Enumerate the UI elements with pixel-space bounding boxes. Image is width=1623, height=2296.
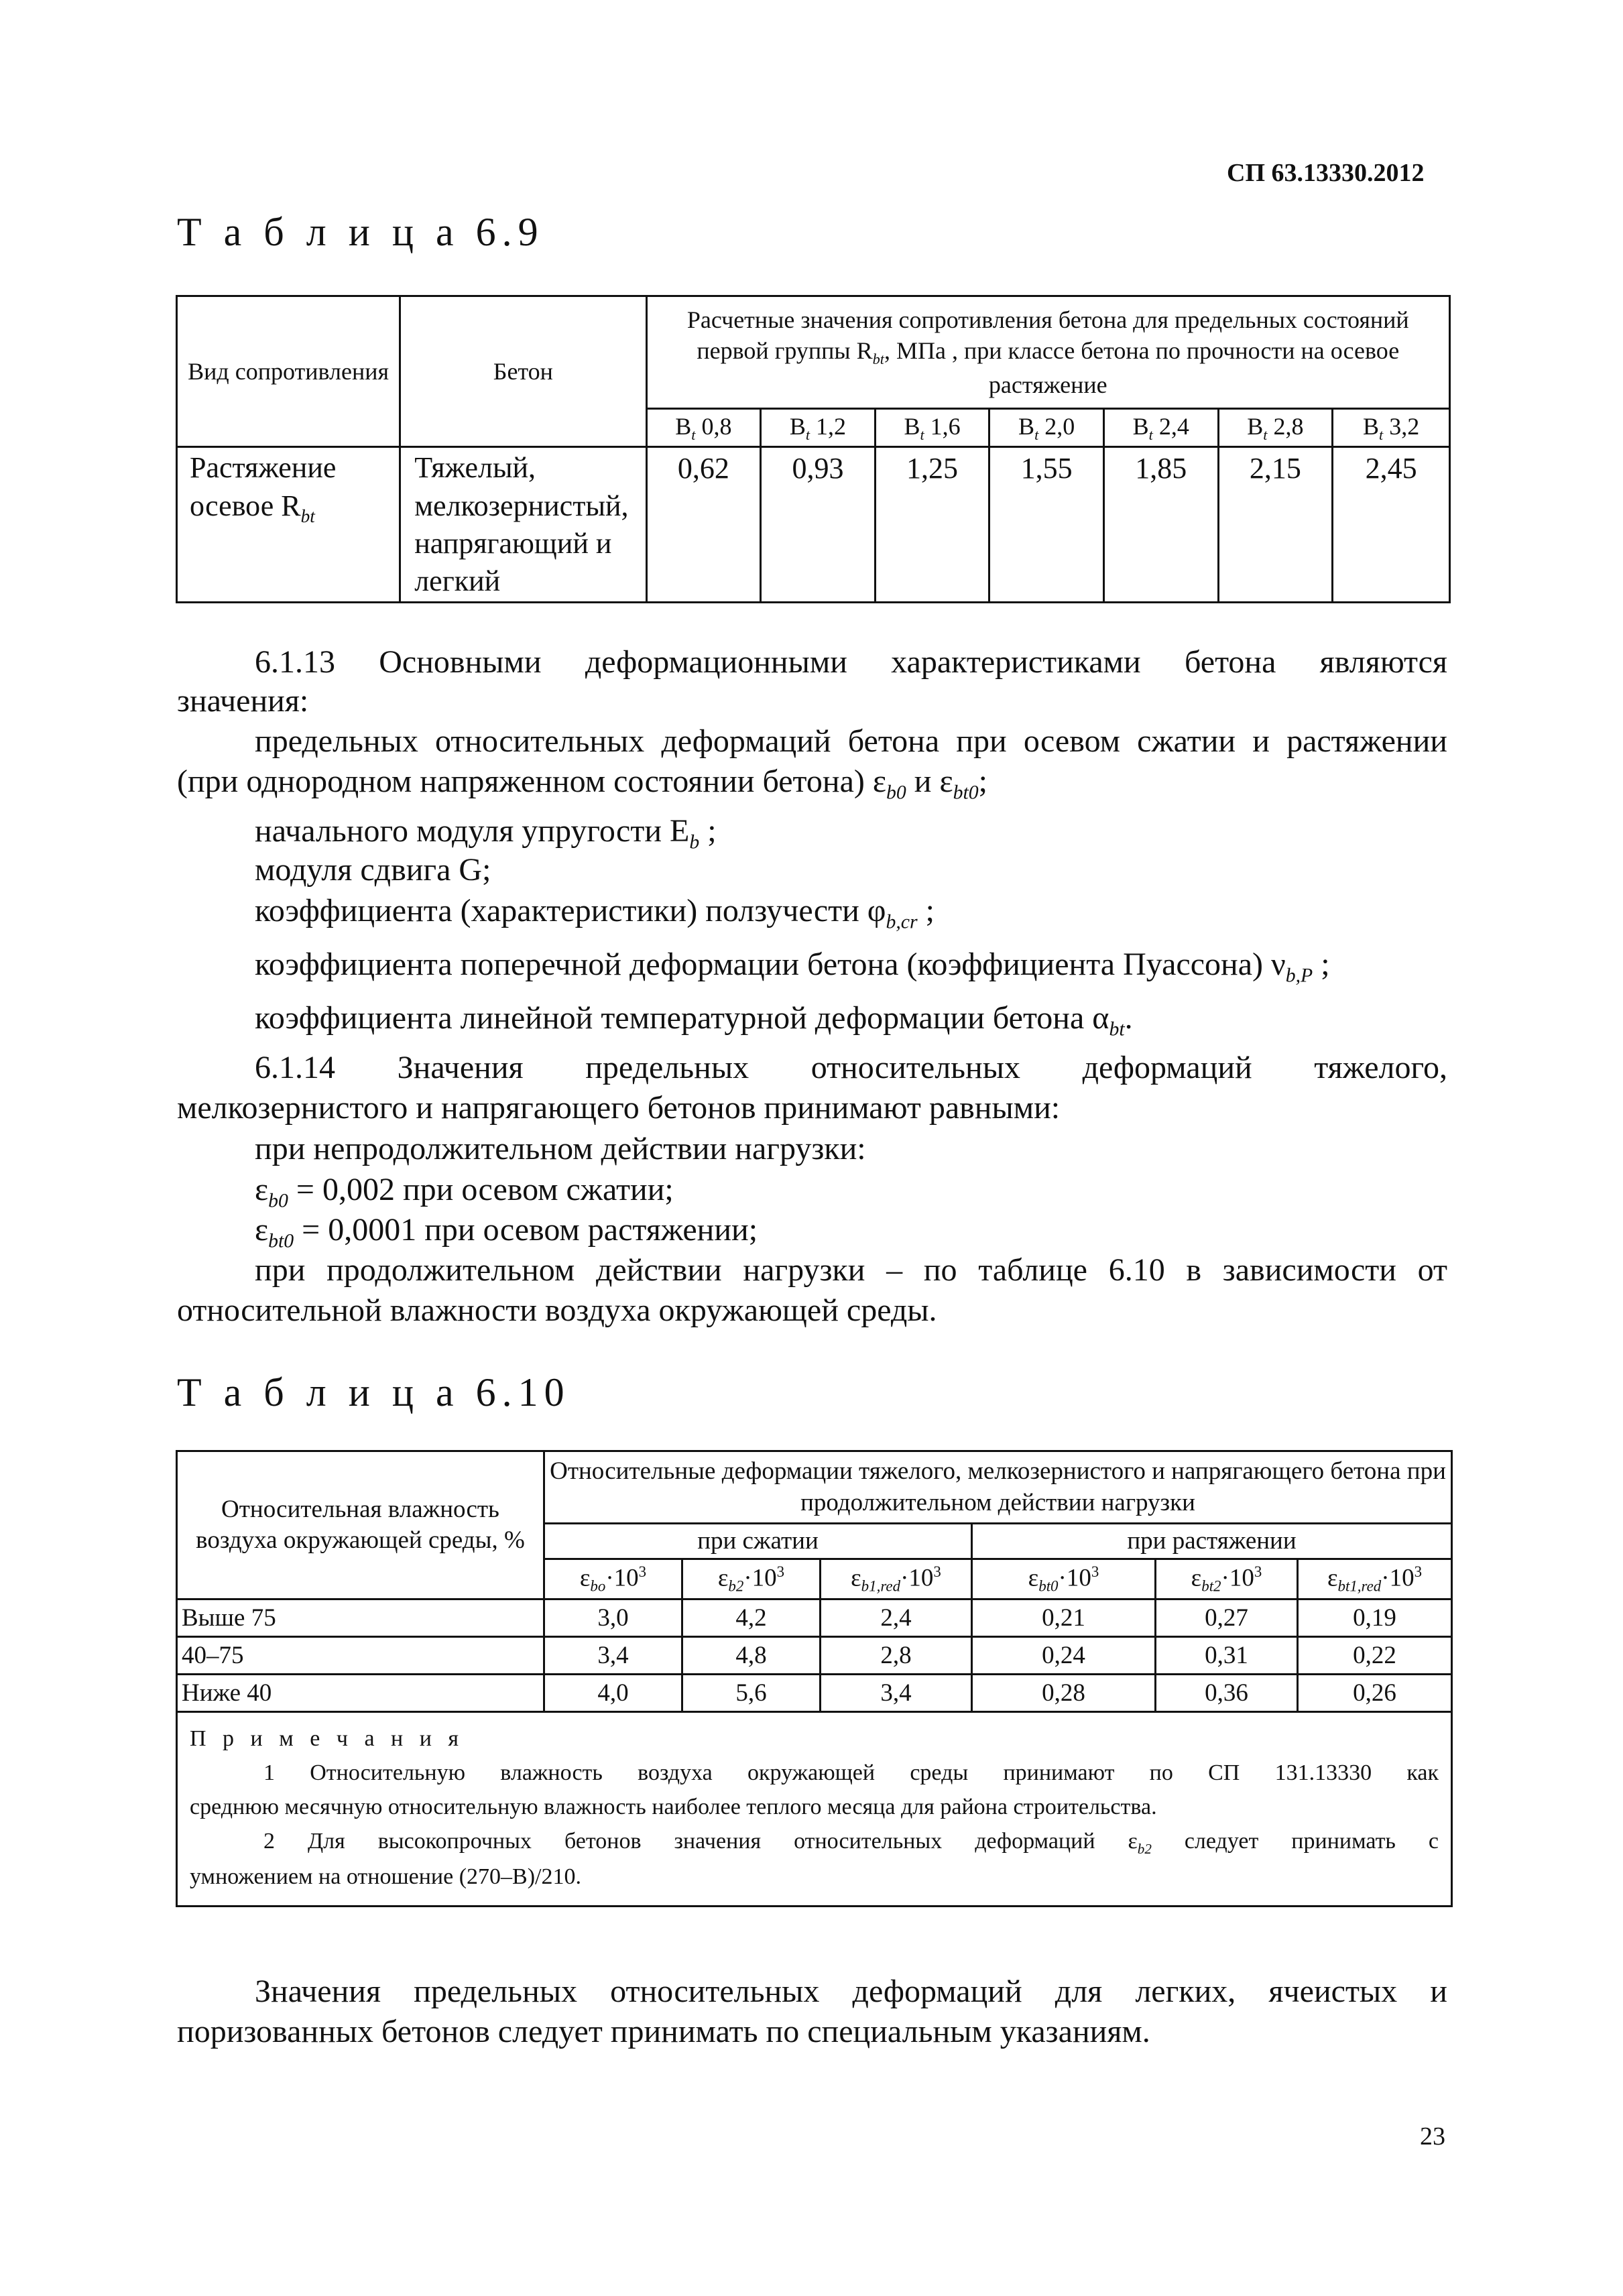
value-cell: 0,93 bbox=[761, 447, 876, 603]
class-header: $B_t$ 2,8 bbox=[1218, 409, 1333, 447]
value-cell: 0,21 bbox=[972, 1599, 1156, 1637]
row-label: Выше 75 bbox=[177, 1599, 544, 1637]
notes-title: П р и м е ч а н и я bbox=[190, 1726, 465, 1752]
col-header-eps-b2: $\varepsilon_{b2}\cdot 10^3$ bbox=[682, 1559, 821, 1599]
list-item: коэффициента (характеристики) ползучести $\varphi_{b,cr}$ ; bbox=[255, 893, 935, 933]
header-deformations: Относительные деформации тяжелого, мелкозернистого и напрягающего бетона при продолжительном действии нагрузки bbox=[544, 1451, 1452, 1524]
value-cell: 3,0 bbox=[544, 1599, 682, 1637]
class-header: $B_t$ 2,0 bbox=[989, 409, 1104, 447]
value-cell: 4,2 bbox=[682, 1599, 821, 1637]
value-cell: 2,45 bbox=[1333, 447, 1450, 603]
list-item: модуля сдвига G; bbox=[255, 852, 491, 888]
value-cell: 1,85 bbox=[1103, 447, 1218, 603]
class-header: $B_t$ 3,2 bbox=[1333, 409, 1450, 447]
list-item: коэффициента линейной температурной деформации бетона $\alpha_{bt}$. bbox=[255, 1000, 1133, 1040]
col-header-eps-b0: $\varepsilon_{bo}\cdot 10^3$ bbox=[544, 1559, 682, 1599]
final-paragraph: Значения предельных относительных деформаций для легких, ячеистых и bbox=[255, 1974, 1447, 2009]
header-humidity: Относительная влажность воздуха окружающей среды, % bbox=[177, 1451, 544, 1599]
value-cell: 2,4 bbox=[821, 1599, 972, 1637]
class-header: $B_t$ 1,2 bbox=[761, 409, 876, 447]
note-2: 2 Для высокопрочных бетонов значения относительных деформаций $\varepsilon_{b2}$ следует принимать с bbox=[263, 1829, 1439, 1857]
row-label: Ниже 40 bbox=[177, 1675, 544, 1712]
final-paragraph-cont: поризованных бетонов следует принимать по специальным указаниям. bbox=[177, 2014, 1150, 2049]
paragraph-6-1-13: 6.1.13 Основными деформационными характеристиками бетона являются bbox=[255, 644, 1447, 680]
paragraph-line: при непродолжительном действии нагрузки: bbox=[255, 1131, 866, 1166]
header-compression: при сжатии bbox=[544, 1524, 972, 1559]
value-cell: 0,24 bbox=[972, 1637, 1156, 1675]
paragraph-line: предельных относительных деформаций бетона при осевом сжатии и растяжении bbox=[255, 723, 1447, 759]
value-cell: 4,0 bbox=[544, 1675, 682, 1712]
table-6-9-caption: Т а б л и ц а 6.9 bbox=[177, 210, 544, 254]
paragraph-line: (при однородном напряженном состоянии бетона) $\varepsilon_{b0}$ и $\varepsilon_{bt0}$; bbox=[177, 764, 987, 804]
table-notes bbox=[177, 1712, 1452, 1907]
paragraph-6-1-14: 6.1.14 Значения предельных относительных деформаций тяжелого, bbox=[255, 1050, 1447, 1085]
header-vid: Вид сопротивления bbox=[177, 296, 400, 447]
formula-line: $\varepsilon_{bt0} = 0,0001$ при осевом растяжении; bbox=[255, 1212, 758, 1252]
value-cell: 3,4 bbox=[544, 1637, 682, 1675]
value-cell: 0,31 bbox=[1156, 1637, 1298, 1675]
value-cell: 2,15 bbox=[1218, 447, 1333, 603]
document-code: СП 63.13330.2012 bbox=[1227, 159, 1425, 187]
value-cell: 0,62 bbox=[646, 447, 761, 603]
value-cell: 4,8 bbox=[682, 1637, 821, 1675]
value-cell: 1,25 bbox=[875, 447, 989, 603]
note-2-cont: умножением на отношение (270–В)/210. bbox=[190, 1864, 581, 1890]
paragraph-line: относительной влажности воздуха окружающей среды. bbox=[177, 1292, 937, 1328]
value-cell: 0,36 bbox=[1156, 1675, 1298, 1712]
header-tension: при растяжении bbox=[972, 1524, 1452, 1559]
col-header-eps-bt0: $\varepsilon_{bt0}\cdot 10^3$ bbox=[972, 1559, 1156, 1599]
note-1-cont: среднюю месячную относительную влажность наиболее теплого месяца для района строительства. bbox=[190, 1795, 1157, 1820]
header-values: Расчетные значения сопротивления бетона для предельных состояний первой группы $R_{bt}$, МПа , при классе бетона по прочности на осевое растяжение bbox=[646, 296, 1449, 409]
value-cell: 5,6 bbox=[682, 1675, 821, 1712]
table-6-10 bbox=[176, 1450, 1453, 1907]
note-1: 1 Относительную влажность воздуха окружающей среды принимают по СП 131.13330 как bbox=[263, 1760, 1439, 1786]
value-cell: 2,8 bbox=[821, 1637, 972, 1675]
value-cell: 0,22 bbox=[1298, 1637, 1452, 1675]
col-header-eps-bt2: $\varepsilon_{bt2}\cdot 10^3$ bbox=[1156, 1559, 1298, 1599]
row-beton: Тяжелый, мелкозернистый, напрягающий и легкий bbox=[400, 447, 646, 603]
col-header-eps-b1red: $\varepsilon_{b1,red}\cdot 10^3$ bbox=[821, 1559, 972, 1599]
value-cell: 0,26 bbox=[1298, 1675, 1452, 1712]
value-cell: 1,55 bbox=[989, 447, 1104, 603]
class-header: $B_t$ 0,8 bbox=[646, 409, 761, 447]
class-header: $B_t$ 1,6 bbox=[875, 409, 989, 447]
list-item: начального модуля упругости $E_b$ ; bbox=[255, 813, 717, 853]
paragraph-line: мелкозернистого и напрягающего бетонов принимают равными: bbox=[177, 1090, 1061, 1126]
col-header-eps-bt1red: $\varepsilon_{bt1,red}\cdot 10^3$ bbox=[1298, 1559, 1452, 1599]
value-cell: 0,19 bbox=[1298, 1599, 1452, 1637]
class-header: $B_t$ 2,4 bbox=[1103, 409, 1218, 447]
table-6-9 bbox=[176, 295, 1451, 603]
page-number: 23 bbox=[1420, 2122, 1445, 2151]
table-6-10-caption: Т а б л и ц а 6.10 bbox=[177, 1370, 570, 1414]
value-cell: 3,4 bbox=[821, 1675, 972, 1712]
row-label: 40–75 bbox=[177, 1637, 544, 1675]
value-cell: 0,28 bbox=[972, 1675, 1156, 1712]
header-beton: Бетон bbox=[400, 296, 646, 447]
formula-line: $\varepsilon_{b0} = 0,002$ при осевом сжатии; bbox=[255, 1172, 674, 1212]
paragraph-line: при продолжительном действии нагрузки – по таблице 6.10 в зависимости от bbox=[255, 1252, 1447, 1288]
paragraph-line: значения: bbox=[177, 683, 309, 719]
row-label: Растяжение осевое $R_{bt}$ bbox=[177, 447, 400, 603]
list-item: коэффициента поперечной деформации бетона (коэффициента Пуассона) $\nu_{b,P}$ ; bbox=[255, 947, 1330, 987]
value-cell: 0,27 bbox=[1156, 1599, 1298, 1637]
